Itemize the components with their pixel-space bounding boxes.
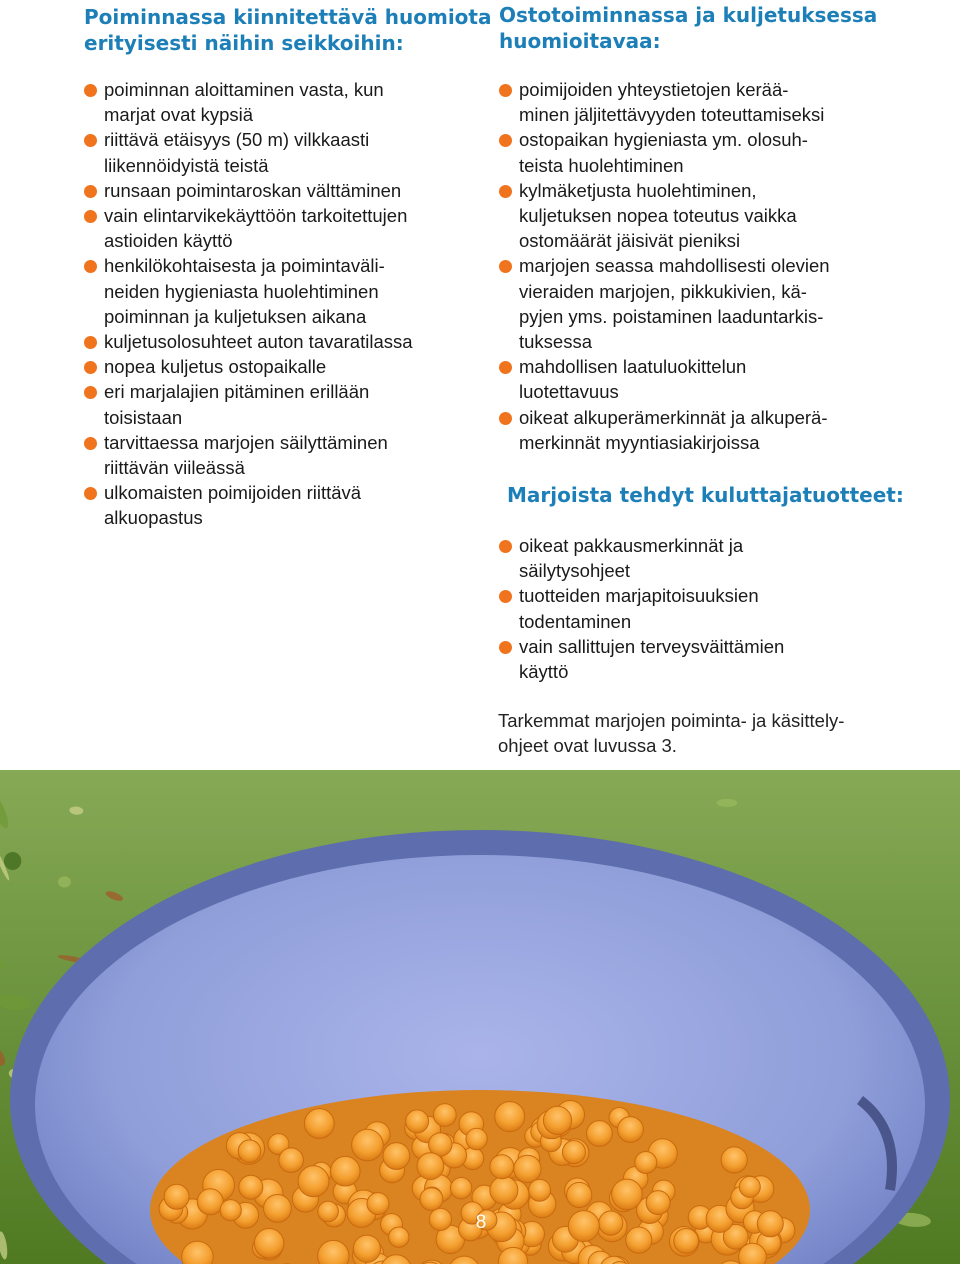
bullet-item-text: vieraiden marjojen, pikkukivien, kä- [519,280,807,302]
bullet-icon [499,134,512,147]
bullet-item-text: marjat ovat kypsiä [104,104,254,126]
cloudberry [264,1195,292,1223]
cloudberry [626,1227,652,1253]
bullet-item-text: poiminnan ja kuljetuksen aikana [104,305,367,327]
bullet-item [84,77,474,127]
cloudberry [417,1153,444,1180]
cloudberry [739,1176,760,1197]
cloudberry [514,1155,541,1182]
cloudberry [383,1143,410,1170]
bullet-item-text: neiden hygieniasta huolehtiminen [104,280,379,302]
bullet-icon [499,540,512,553]
leaf [716,799,737,807]
right-bullet-list [499,77,939,455]
heading-line: erityisesti näihin seikkoihin: [84,31,404,55]
bullet-icon [84,84,97,97]
cloudberry [406,1110,429,1133]
bullet-item-text: marjojen seassa mahdollisesti olevien [519,255,830,277]
bullet-item [84,253,474,329]
cloudberry [635,1152,657,1174]
bullet-item-text: nopea kuljetus ostopaikalle [104,356,327,378]
bullet-icon [499,185,512,198]
bullet-item-text: pyjen yms. poistaminen laaduntarkis- [519,305,824,327]
bullet-icon [499,361,512,374]
cloudberry [674,1229,699,1254]
bullet-item-text: säilytysohjeet [519,560,631,582]
bullet-icon [499,412,512,425]
bullet-item-text: ostopaikan hygieniasta ym. olosuh- [519,129,808,151]
cloudberry [389,1227,409,1247]
bullet-icon [84,210,97,223]
cloudberry [466,1128,487,1149]
cloudberry [612,1179,643,1210]
cloudberry [529,1179,551,1201]
right-column-heading [499,2,877,54]
bullet-item-text: riittävä etäisyys (50 m) vilkkaasti [104,129,370,151]
bullet-item-text: mahdollisen laatuluokittelun [519,356,747,378]
consumer-products-heading [507,482,904,508]
cloudberry [599,1211,623,1235]
bullet-item-text: poimijoiden yhteystietojen kerää- [519,79,789,100]
bullet-item [499,77,939,127]
bullet-item [499,127,939,177]
cloudberry [304,1109,334,1139]
left-column-heading [84,4,491,56]
bullet-icon [499,590,512,603]
reference-note [498,708,844,758]
bullet-item-text: riittävän viileässä [104,457,245,479]
note-line: Tarkemmat marjojen poiminta- ja käsittely- [498,710,845,731]
bullet-item-text: liikennöidyistä teistä [104,154,269,176]
left-bullet-list [84,77,474,531]
bullet-item [499,533,939,583]
cloudberry [562,1141,585,1164]
cloudberry [318,1201,339,1222]
bullet-item-text: ulkomaisten poimijoiden riittävä [104,482,362,504]
bullet-item [84,430,474,480]
bullet-item [84,354,474,379]
cloudberry [721,1147,747,1173]
cloudberry [331,1156,361,1186]
note-line: ohjeet ovat luvussa 3. [498,735,677,756]
bullet-item [499,354,939,404]
heading-line: Ostotoiminnassa ja kuljetuksessa [499,3,878,27]
bullet-item-text: kylmäketjusta huolehtiminen, [519,179,757,201]
heading-line: huomioitavaa: [499,29,661,53]
bullet-icon [84,361,97,374]
cloudberry [238,1140,261,1163]
bullet-item-text: käyttö [519,661,569,683]
bullet-item [84,329,474,354]
bullet-icon [84,437,97,450]
cloudberry [543,1106,571,1134]
bullet-item-text: toisistaan [104,406,183,428]
cloudberry [164,1184,189,1209]
cloudberry [367,1193,389,1215]
bullet-icon [84,260,97,273]
cloudberry [239,1175,263,1199]
cloudberry [254,1229,284,1259]
cloudberry [429,1208,451,1230]
bullet-item [499,634,939,684]
bullet-item-text: kuljetuksen nopea toteutus vaikka [519,205,797,227]
cloudberry [757,1211,783,1237]
bullet-icon [499,260,512,273]
bullet-item [84,203,474,253]
cloudberry [353,1235,380,1262]
bullet-icon [84,185,97,198]
cloudberry [618,1117,644,1143]
bullet-item-text: henkilökohtaisesta ja poimintaväli- [104,255,385,277]
bullet-item-text: oikeat pakkausmerkinnät ja [519,535,744,556]
cloudberry [646,1191,670,1215]
bullet-item-text: tarvittaessa marjojen säilyttäminen [104,431,388,453]
cloudberry [490,1176,518,1204]
bullet-item [84,127,474,177]
bullet-item-text: ostomäärät jäisivät pieniksi [519,230,741,252]
bullet-item [499,583,939,633]
bullet-item-text: tuksessa [519,331,593,353]
bullet-item [84,178,474,203]
cloudberry [279,1148,304,1173]
cloudberry-bucket-photo [0,770,960,1264]
cloudberry [197,1189,223,1215]
bullet-icon [499,84,512,97]
bullet-item-text: alkuopastus [104,507,203,529]
cloudberry [450,1178,471,1199]
bullet-item [499,253,939,354]
bullet-item-text: vain sallittujen terveysväittämien [519,635,785,657]
bullet-item-text: todentaminen [519,610,632,632]
page-number: 8 [475,1212,487,1233]
bullet-item [84,480,474,530]
bullet-icon [84,336,97,349]
bullet-icon [84,134,97,147]
bullet-item-text: minen jäljitettävyyden toteuttamiseksi [519,104,825,126]
consumer-bullet-list [499,533,939,684]
cloudberry [495,1102,525,1132]
bullet-item-text: luotettavuus [519,381,619,403]
heading-line: Poiminnassa kiinnitettävä huomiota [84,5,492,29]
cloudberry [490,1155,514,1179]
cloudberry [568,1211,599,1242]
bullet-item-text: kuljetusolosuhteet auton tavaratilassa [104,331,413,353]
bullet-item-text: teista huolehtiminen [519,154,684,176]
bullet-icon [499,641,512,654]
cloudberry [298,1166,329,1197]
bullet-icon [84,487,97,500]
bullet-item-text: poiminnan aloittaminen vasta, kun [104,79,384,100]
heading-line: Marjoista tehdyt kuluttajatuotteet: [507,483,904,507]
bullet-item-text: eri marjalajien pitäminen erillään [104,381,370,403]
bullet-item-text: tuotteiden marjapitoisuuksien [519,585,759,607]
bullet-icon [84,386,97,399]
cloudberry [220,1200,241,1221]
bullet-item-text: runsaan poimintaroskan välttäminen [104,179,402,201]
cloudberry [433,1104,456,1127]
bullet-item [84,379,474,429]
bullet-item-text: oikeat alkuperämerkinnät ja alkuperä- [519,406,828,428]
bullet-item [499,405,939,455]
cloudberry [567,1182,592,1207]
bullet-item-text: astioiden käyttö [104,230,233,252]
cloudberry [587,1121,613,1147]
bullet-item-text: merkinnät myyntiasiakirjoissa [519,431,760,453]
cloudberry [420,1188,443,1211]
bullet-item [499,178,939,254]
bullet-item-text: vain elintarvikekäyttöön tarkoitettujen [104,205,408,227]
cloudberry [352,1129,384,1161]
